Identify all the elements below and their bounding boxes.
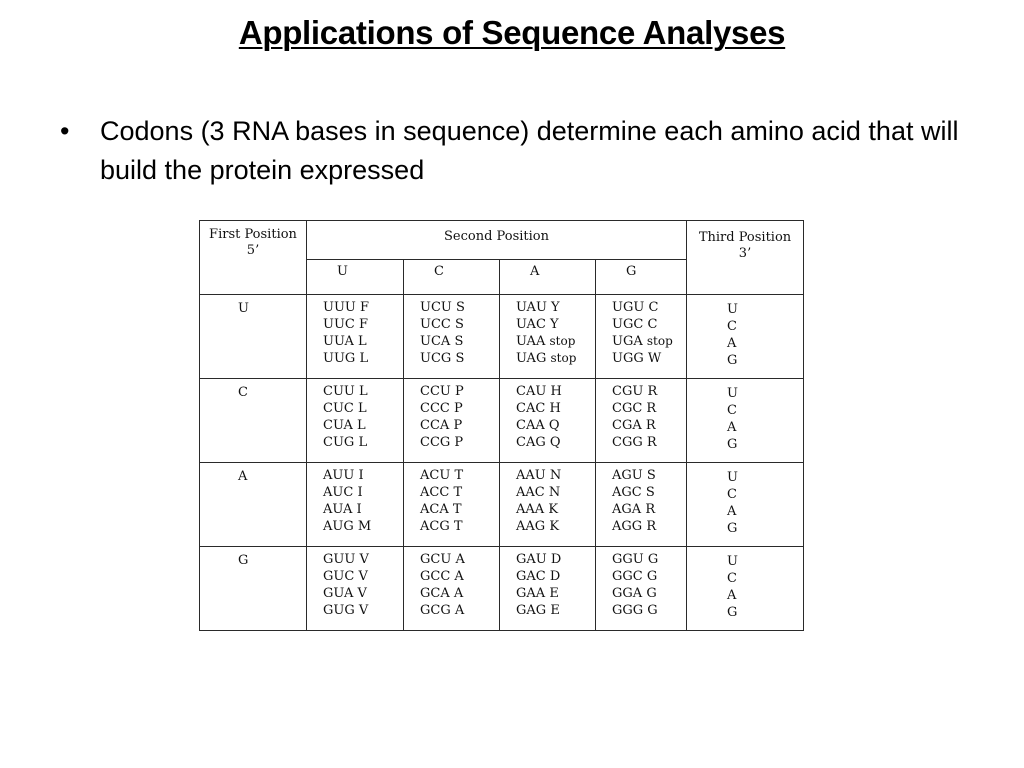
amino-acid: S (646, 467, 656, 483)
codon-entry (323, 501, 403, 518)
amino-acid: V (359, 551, 369, 567)
codon-entry (516, 417, 595, 434)
codon-triplet: GUU (323, 551, 356, 567)
amino-acid: L (358, 400, 367, 416)
codon-entry (420, 350, 499, 367)
amino-acid: A (453, 585, 464, 601)
codon-entry (516, 333, 595, 350)
codon-entry (516, 299, 595, 316)
third-base: U (727, 301, 738, 317)
amino-acid: A (454, 568, 464, 584)
third-base: C (727, 486, 737, 502)
codon-entry (612, 585, 686, 602)
codon-table (199, 220, 804, 631)
amino-acid: P (455, 383, 464, 399)
amino-acid: F (360, 299, 370, 315)
codon-triplet: UCU (420, 299, 452, 315)
codon-triplet: UGU (612, 299, 645, 315)
codon-entry (612, 350, 686, 367)
codon-entry (420, 434, 499, 451)
amino-acid: H (549, 400, 561, 416)
third-base: G (727, 520, 738, 536)
third-base: U (727, 553, 738, 569)
codon-triplet: UUC (323, 316, 355, 332)
codon-triplet: UCC (420, 316, 451, 332)
second-base-header: A (500, 260, 596, 295)
codon-triplet: CAU (516, 383, 547, 399)
codon-entry (516, 383, 595, 400)
amino-acid: I (358, 467, 364, 483)
third-position-end: 3’ (738, 246, 752, 261)
codon-entry (516, 602, 595, 619)
amino-acid: G (646, 585, 657, 601)
codon-triplet: GUG (323, 602, 355, 618)
codon-entry (516, 585, 595, 602)
codon-triplet: CGG (612, 434, 643, 450)
codon-entry (612, 501, 686, 518)
codon-triplet: CAA (516, 417, 545, 433)
amino-acid: S (455, 316, 464, 332)
codon-entry (612, 434, 686, 451)
codon-entry (612, 333, 686, 350)
amino-acid: R (645, 417, 656, 433)
codon-triplet: AGA (612, 501, 642, 517)
amino-acid: stop (549, 333, 576, 348)
codon-entry (420, 417, 499, 434)
amino-acid: T (454, 467, 464, 483)
second-position-header: Second Position (307, 221, 687, 260)
codon-entry (323, 602, 403, 619)
first-base-cell: A (200, 462, 307, 546)
amino-acid: R (646, 400, 657, 416)
codon-entry (516, 484, 595, 501)
codon-entry (420, 602, 499, 619)
amino-acid: V (358, 568, 368, 584)
codon-entry (516, 551, 595, 568)
codon-triplet: AAG (516, 518, 546, 534)
amino-acid: A (455, 551, 465, 567)
amino-acid: stop (550, 350, 577, 365)
codon-entry (420, 299, 499, 316)
codon-triplet: GGU (612, 551, 644, 567)
codon-entry (323, 484, 403, 501)
table-row (200, 378, 804, 462)
codon-group-cell (596, 294, 687, 378)
codon-triplet: UGA (612, 333, 643, 349)
amino-acid: R (646, 518, 657, 534)
codon-entry (612, 484, 686, 501)
codon-group-cell (307, 294, 404, 378)
amino-acid: H (550, 383, 562, 399)
codon-triplet: ACC (420, 484, 450, 500)
third-base: G (727, 604, 738, 620)
first-position-label: First Position (209, 227, 297, 242)
third-base-cell (687, 546, 804, 630)
amino-acid: V (358, 602, 369, 618)
amino-acid: E (550, 602, 560, 618)
codon-entry (612, 467, 686, 484)
codon-entry (516, 467, 595, 484)
amino-acid: N (549, 467, 562, 483)
codon-group-cell (307, 378, 404, 462)
codon-entry (612, 383, 686, 400)
codon-entry (612, 299, 686, 316)
codon-entry (420, 316, 499, 333)
codon-entry (420, 568, 499, 585)
codon-entry (323, 568, 403, 585)
first-base-cell: G (200, 546, 307, 630)
codon-triplet: GCA (420, 585, 450, 601)
codon-entry (420, 333, 499, 350)
third-position-header (687, 221, 804, 295)
third-base: G (727, 352, 738, 368)
codon-triplet: CUG (323, 434, 355, 450)
codon-entry (420, 383, 499, 400)
codon-triplet: CCU (420, 383, 451, 399)
table-row (200, 462, 804, 546)
codon-triplet: AGG (612, 518, 643, 534)
amino-acid: Q (549, 434, 561, 450)
codon-group-cell (500, 294, 596, 378)
codon-entry (420, 518, 499, 535)
codon-triplet: UUU (323, 299, 356, 315)
codon-entry (612, 568, 686, 585)
third-base-cell (687, 294, 804, 378)
amino-acid: M (357, 518, 372, 534)
amino-acid: L (358, 333, 367, 349)
second-base-header: C (404, 260, 500, 295)
codon-entry (420, 501, 499, 518)
codon-group-cell (500, 462, 596, 546)
bullet-item (60, 112, 980, 190)
amino-acid: R (646, 434, 657, 450)
codon-entry (612, 400, 686, 417)
codon-entry (516, 316, 595, 333)
codon-triplet: CGU (612, 383, 644, 399)
codon-triplet: ACG (420, 518, 450, 534)
codon-entry (516, 568, 595, 585)
codon-triplet: GAC (516, 568, 546, 584)
codon-triplet: ACA (420, 501, 449, 517)
codon-group-cell (596, 546, 687, 630)
amino-acid: S (456, 299, 465, 315)
codon-triplet: GGG (612, 602, 644, 618)
codon-triplet: AAC (516, 484, 545, 500)
amino-acid: T (453, 484, 463, 500)
codon-triplet: UUA (323, 333, 354, 349)
third-base: A (727, 587, 737, 603)
amino-acid: C (647, 316, 658, 332)
codon-triplet: ACU (420, 467, 451, 483)
amino-acid: C (648, 299, 659, 315)
codon-entry (323, 383, 403, 400)
codon-entry (323, 434, 403, 451)
first-position-header (200, 221, 307, 295)
slide-title: Applications of Sequence Analyses (238, 14, 786, 51)
codon-entry (420, 467, 499, 484)
codon-triplet: UGC (612, 316, 644, 332)
codon-triplet: CCA (420, 417, 450, 433)
amino-acid: I (356, 501, 362, 517)
amino-acid: E (549, 585, 559, 601)
codon-triplet: UUG (323, 350, 356, 366)
amino-acid: K (549, 518, 560, 534)
codon-entry (420, 585, 499, 602)
codon-group-cell (404, 546, 500, 630)
second-base-header: U (307, 260, 404, 295)
codon-group-cell (307, 546, 404, 630)
codon-entry (323, 518, 403, 535)
codon-triplet: GUA (323, 585, 354, 601)
third-base-cell (687, 462, 804, 546)
codon-triplet: CUC (323, 400, 354, 416)
codon-triplet: AUC (323, 484, 354, 500)
codon-triplet: AAU (516, 467, 546, 483)
amino-acid: A (454, 602, 465, 618)
amino-acid: G (647, 551, 659, 567)
codon-entry (323, 585, 403, 602)
codon-triplet: UAC (516, 316, 546, 332)
amino-acid: R (645, 501, 656, 517)
amino-acid: L (359, 350, 369, 366)
first-position-end: 5’ (246, 243, 260, 258)
amino-acid: L (357, 417, 366, 433)
amino-acid: V (357, 585, 367, 601)
codon-triplet: AUA (323, 501, 353, 517)
amino-acid: R (647, 383, 658, 399)
amino-acid: L (359, 383, 368, 399)
codon-group-cell (500, 378, 596, 462)
codon-entry (420, 400, 499, 417)
amino-acid: S (455, 350, 465, 366)
codon-entry (516, 501, 595, 518)
codon-entry (420, 551, 499, 568)
codon-triplet: GCC (420, 568, 451, 584)
codon-entry (516, 434, 595, 451)
codon-entry (516, 400, 595, 417)
codon-entry (612, 602, 686, 619)
amino-acid: T (453, 518, 463, 534)
first-base-cell: C (200, 378, 307, 462)
codon-triplet: GCG (420, 602, 451, 618)
amino-acid: P (453, 417, 463, 433)
third-base-cell (687, 378, 804, 462)
codon-group-cell (404, 294, 500, 378)
codon-entry (612, 551, 686, 568)
codon-triplet: GCU (420, 551, 452, 567)
codon-triplet: UCA (420, 333, 451, 349)
amino-acid: Y (551, 299, 560, 315)
third-base: U (727, 385, 738, 401)
amino-acid: Y (550, 316, 559, 332)
bullet-text: Codons (3 RNA bases in sequence) determine each amino acid that will build the protein expressed (100, 116, 959, 185)
codon-entry (323, 417, 403, 434)
amino-acid: T (452, 501, 462, 517)
codon-triplet: AGC (612, 484, 642, 500)
codon-group-cell (500, 546, 596, 630)
amino-acid: P (453, 400, 463, 416)
codon-entry (323, 316, 403, 333)
codon-triplet: UAA (516, 333, 546, 349)
amino-acid: D (549, 568, 561, 584)
table-row (200, 294, 804, 378)
codon-entry (612, 316, 686, 333)
amino-acid: W (647, 350, 662, 366)
codon-triplet: UCG (420, 350, 452, 366)
codon-triplet: UAU (516, 299, 547, 315)
amino-acid: S (645, 484, 655, 500)
codon-group-cell (596, 378, 687, 462)
amino-acid: G (646, 568, 658, 584)
amino-acid: S (454, 333, 464, 349)
codon-triplet: GGC (612, 568, 643, 584)
amino-acid: stop (646, 333, 673, 348)
amino-acid: K (548, 501, 559, 517)
third-base: A (727, 503, 737, 519)
codon-triplet: AGU (612, 467, 643, 483)
codon-triplet: CCC (420, 400, 450, 416)
third-base: U (727, 469, 738, 485)
codon-entry (516, 350, 595, 367)
third-base: C (727, 318, 737, 334)
codon-triplet: GUC (323, 568, 355, 584)
codon-triplet: CUA (323, 417, 353, 433)
third-base: G (727, 436, 738, 452)
codon-entry (323, 333, 403, 350)
codon-triplet: GAG (516, 602, 547, 618)
codon-triplet: CAG (516, 434, 546, 450)
codon-entry (323, 467, 403, 484)
codon-entry (612, 417, 686, 434)
codon-triplet: GGA (612, 585, 643, 601)
codon-entry (323, 551, 403, 568)
amino-acid: F (359, 316, 369, 332)
amino-acid: Q (548, 417, 560, 433)
amino-acid: D (550, 551, 562, 567)
codon-triplet: GAA (516, 585, 546, 601)
second-base-header: G (596, 260, 687, 295)
bullet-icon: • (60, 116, 70, 146)
codon-triplet: GAU (516, 551, 547, 567)
codon-triplet: CCG (420, 434, 451, 450)
codon-triplet: CGC (612, 400, 643, 416)
codon-entry (420, 484, 499, 501)
codon-entry (516, 518, 595, 535)
third-base: A (727, 419, 737, 435)
amino-acid: I (357, 484, 363, 500)
third-position-label: Third Position (698, 230, 792, 245)
codon-triplet: UAG (516, 350, 547, 366)
codon-entry (323, 400, 403, 417)
table-row (200, 546, 804, 630)
codon-triplet: CAC (516, 400, 546, 416)
codon-group-cell (596, 462, 687, 546)
codon-group-cell (307, 462, 404, 546)
codon-triplet: AUG (323, 518, 354, 534)
third-base: C (727, 402, 737, 418)
amino-acid: L (358, 434, 368, 450)
codon-group-cell (404, 378, 500, 462)
codon-triplet: UGG (612, 350, 644, 366)
third-base: C (727, 570, 737, 586)
table-header-row (200, 221, 804, 260)
codon-entry (323, 350, 403, 367)
amino-acid: G (647, 602, 658, 618)
codon-triplet: AUU (323, 467, 355, 483)
codon-entry (612, 518, 686, 535)
amino-acid: N (548, 484, 561, 500)
codon-triplet: AAA (516, 501, 545, 517)
codon-group-cell (404, 462, 500, 546)
third-base: A (727, 335, 737, 351)
amino-acid: P (454, 434, 464, 450)
first-base-cell: U (200, 294, 307, 378)
codon-triplet: CGA (612, 417, 642, 433)
codon-entry (323, 299, 403, 316)
codon-triplet: CUU (323, 383, 355, 399)
